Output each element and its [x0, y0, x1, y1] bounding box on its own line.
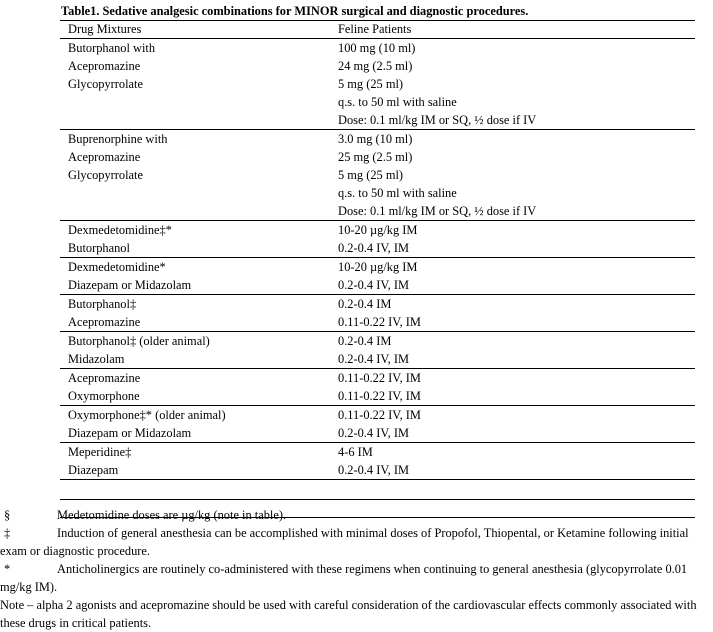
footnote-text: Note – alpha 2 agonists and acepromazine should be used with careful consideration of the cardiovascular effects commonly associated with these drugs in critical patients. — [0, 598, 697, 630]
drug-mixture-cell — [60, 93, 338, 111]
feline-dose-cell: 0.2-0.4 IV, IM — [338, 352, 410, 366]
table-bottom-rule-1 — [60, 480, 695, 500]
feline-dose-cell: 10-20 µg/kg IM — [338, 223, 418, 237]
table-row — [60, 166, 695, 184]
table-row-group — [60, 369, 695, 406]
feline-dose-cell: 0.2-0.4 IV, IM — [338, 426, 410, 440]
feline-dose-cell: 25 mg (2.5 ml) — [338, 150, 413, 164]
table-row — [60, 350, 695, 368]
table-row — [60, 387, 695, 405]
table-row — [60, 75, 695, 93]
feline-dose-cell: 0.2-0.4 IM — [338, 334, 392, 348]
table-row — [60, 295, 695, 313]
feline-dose-cell: 5 mg (25 ml) — [338, 77, 404, 91]
table-row-group — [60, 332, 695, 369]
table-row-group — [60, 406, 695, 443]
feline-dose-cell: 24 mg (2.5 ml) — [338, 59, 413, 73]
drug-mixture-cell — [60, 184, 338, 202]
table-row — [60, 93, 695, 111]
footnote-text: Anticholinergics are routinely co-administered with these regimens when continuing to general anesthesia (glycopyrrolate 0.01 mg/kg IM). — [0, 562, 688, 594]
table-row — [60, 184, 695, 202]
footnote-text: Medetomidine doses are µg/kg (note in table). — [57, 508, 287, 522]
feline-dose-cell: 0.11-0.22 IV, IM — [338, 408, 421, 422]
drug-mixture-cell — [60, 202, 338, 220]
drug-mixture-cell: Butorphanol with — [68, 41, 156, 55]
drug-mixture-cell: Dexmedetomidine‡* — [68, 223, 172, 237]
table-row — [60, 239, 695, 257]
feline-dose-cell: 0.11-0.22 IV, IM — [338, 315, 421, 329]
drug-mixture-cell: Buprenorphine with — [68, 132, 168, 146]
table-row-group — [60, 295, 695, 332]
drug-mixture-cell — [60, 111, 338, 129]
footnote-dagger — [0, 524, 713, 560]
table-row — [60, 313, 695, 331]
feline-dose-cell: 3.0 mg (10 ml) — [338, 132, 413, 146]
drug-mixture-cell: Diazepam or Midazolam — [68, 278, 192, 292]
drug-mixture-cell: Glycopyrrolate — [68, 77, 144, 91]
drug-mixture-cell: Butorphanol‡ (older animal) — [68, 334, 210, 348]
footnote-section — [0, 506, 713, 524]
drug-mixture-cell: Butorphanol — [68, 241, 130, 255]
table-row — [60, 130, 695, 148]
feline-dose-cell: 0.11-0.22 IV, IM — [338, 371, 421, 385]
feline-dose-cell: Dose: 0.1 ml/kg IM or SQ, ½ dose if IV — [338, 204, 537, 218]
footnotes — [0, 506, 713, 632]
drug-mixture-cell: Oxymorphone‡* (older animal) — [68, 408, 226, 422]
table-row — [60, 369, 695, 387]
drug-mixture-cell: Acepromazine — [68, 315, 141, 329]
footnote-asterisk — [0, 560, 713, 596]
drug-mixture-cell: Acepromazine — [68, 371, 141, 385]
table-title: Table1. Sedative analgesic combinations for MINOR surgical and diagnostic procedures. — [61, 4, 529, 18]
feline-dose-cell: q.s. to 50 ml with saline — [338, 186, 457, 200]
drug-mixture-cell: Glycopyrrolate — [68, 168, 144, 182]
drug-mixture-cell: Acepromazine — [68, 150, 141, 164]
drug-mixture-cell: Acepromazine — [68, 59, 141, 73]
table-row — [60, 148, 695, 166]
feline-dose-cell: 4-6 IM — [338, 445, 373, 459]
drug-mixture-cell: Meperidine‡ — [68, 445, 132, 459]
feline-dose-cell: 5 mg (25 ml) — [338, 168, 404, 182]
table-row — [60, 276, 695, 294]
table-row — [60, 461, 695, 479]
footnote-text: Induction of general anesthesia can be accomplished with minimal doses of Propofol, Thiopental, or Ketamine following initial exam or diagnostic procedure. — [0, 526, 689, 558]
drug-mixture-cell: Midazolam — [68, 352, 125, 366]
table-row — [60, 258, 695, 276]
table-row — [60, 202, 695, 220]
footnote-symbol-section: § — [4, 508, 11, 522]
feline-dose-cell: 0.2-0.4 IV, IM — [338, 278, 410, 292]
feline-dose-cell: Dose: 0.1 ml/kg IM or SQ, ½ dose if IV — [338, 113, 537, 127]
footnote-note — [0, 596, 713, 632]
drug-mixture-cell: Dexmedetomidine* — [68, 260, 166, 274]
table-row — [60, 424, 695, 442]
table-row-group — [60, 443, 695, 480]
table-row-group — [60, 221, 695, 258]
table-row — [60, 406, 695, 424]
table-row — [60, 443, 695, 461]
table-row-group — [60, 39, 695, 130]
feline-dose-cell: q.s. to 50 ml with saline — [338, 95, 457, 109]
table-header-row — [60, 21, 695, 39]
header-drug-mixtures: Drug Mixtures — [68, 22, 142, 36]
feline-dose-cell: 0.11-0.22 IV, IM — [338, 389, 421, 403]
feline-dose-cell: 100 mg (10 ml) — [338, 41, 416, 55]
table-row — [60, 221, 695, 239]
feline-dose-cell: 0.2-0.4 IM — [338, 297, 392, 311]
table-row-group — [60, 258, 695, 295]
drug-mixture-cell: Butorphanol‡ — [68, 297, 137, 311]
feline-dose-cell: 0.2-0.4 IV, IM — [338, 241, 410, 255]
table-row — [60, 57, 695, 75]
table-body — [60, 39, 695, 480]
table-row — [60, 39, 695, 57]
table-row-group — [60, 130, 695, 221]
dosage-table — [60, 20, 695, 518]
table-row — [60, 332, 695, 350]
feline-dose-cell: 0.2-0.4 IV, IM — [338, 463, 410, 477]
drug-mixture-cell: Diazepam or Midazolam — [68, 426, 192, 440]
footnote-symbol-asterisk: * — [4, 562, 11, 576]
footnote-symbol-dagger: ‡ — [4, 526, 11, 540]
drug-mixture-cell: Diazepam — [68, 463, 119, 477]
header-feline-patients: Feline Patients — [338, 22, 412, 36]
drug-mixture-cell: Oxymorphone — [68, 389, 140, 403]
feline-dose-cell: 10-20 µg/kg IM — [338, 260, 418, 274]
table-row — [60, 111, 695, 129]
